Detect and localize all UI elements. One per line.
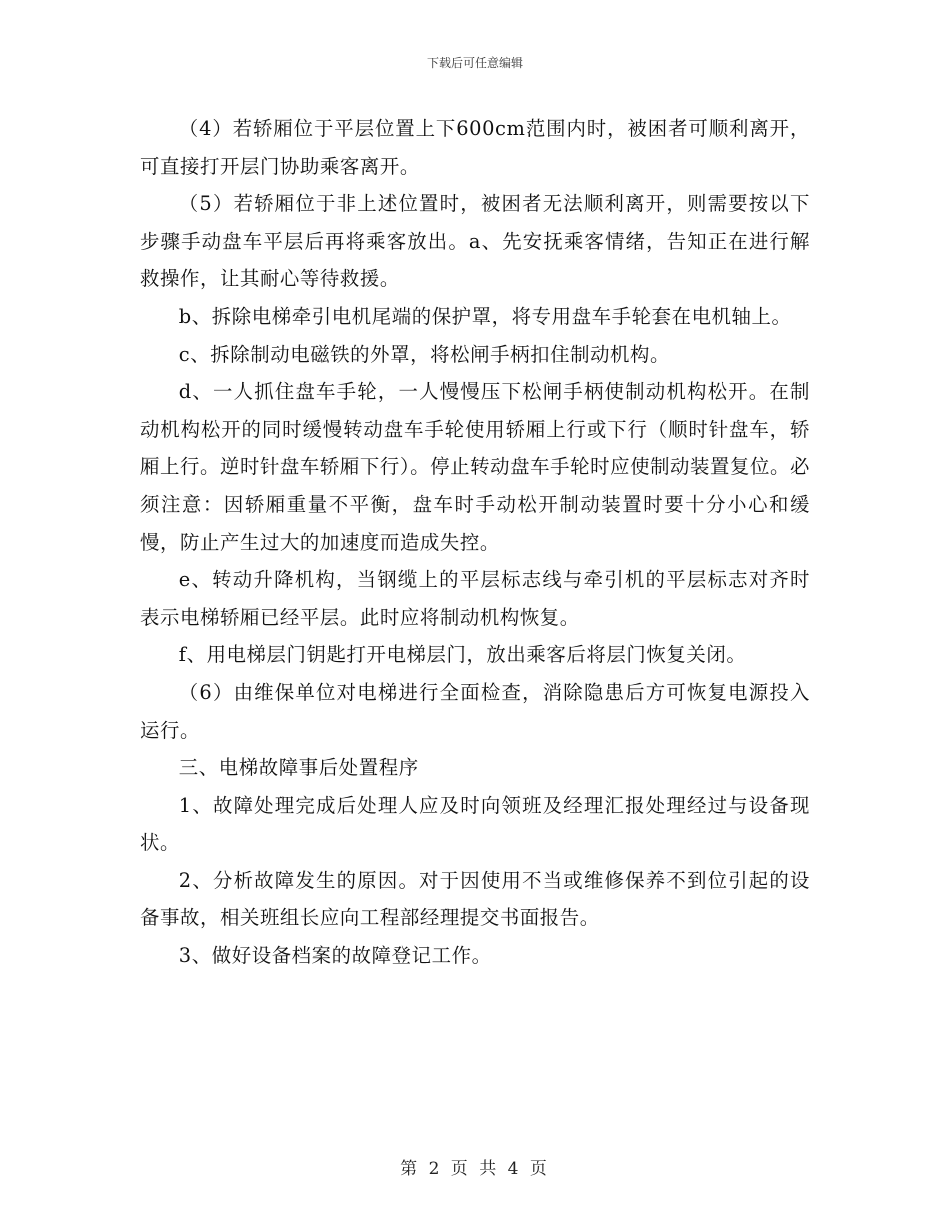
paragraph-step-f: f、用电梯层门钥匙打开电梯层门，放出乘客后将层门恢复关闭。 — [178, 643, 747, 667]
paragraph-step-b: b、拆除电梯牵引电机尾端的保护罩，将专用盘车手轮套在电机轴上。 — [178, 304, 792, 328]
paragraph-item-3: 3、做好设备档案的故障登记工作。 — [178, 944, 492, 968]
document-body — [140, 110, 810, 975]
paragraph-item-1: 1、故障处理完成后处理人应及时向领班及经理汇报处理经过与设备现状。 — [140, 793, 810, 855]
paragraph-item-2: 2、分析故障发生的原因。对于因使用不当或维修保养不到位引起的设备事故，相关班组长应向工程部经理提交书面报告。 — [140, 868, 810, 930]
paragraph-step-d: d、一人抓住盘车手轮，一人慢慢压下松闸手柄使制动机构松开。在制动机构松开的同时缓慢转动盘车手轮使用轿厢上行或下行（顺时针盘车，轿厢上行。逆时针盘车轿厢下行）。停止转动盘车手轮时应使制动装置复位。必须注意：因轿厢重量不平衡，盘车时手动松开制动装置时要十分小心和缓慢，防止产生过大的加速度而造成失控。 — [140, 380, 810, 554]
paragraph-step-5: （5）若轿厢位于非上述位置时，被困者无法顺利离开，则需要按以下步骤手动盘车平层后再将乘客放出。a、先安抚乘客情绪，告知正在进行解救操作，让其耐心等待救援。 — [140, 192, 810, 291]
paragraph-step-e: e、转动升降机构，当钢缆上的平层标志线与牵引机的平层标志对齐时表示电梯轿厢已经平层。此时应将制动机构恢复。 — [140, 568, 810, 629]
section-heading: 三、电梯故障事后处置程序 — [178, 756, 419, 780]
header-note: 下载后可任意编辑 — [426, 56, 523, 70]
page-number: 第 2 页 共 4 页 — [400, 1159, 550, 1179]
paragraph-step-c: c、拆除制动电磁铁的外罩，将松闸手柄扣住制动机构。 — [178, 342, 671, 366]
paragraph-step-4: （4）若轿厢位于平层位置上下600cm范围内时，被困者可顺利离开，可直接打开层门协助乘客离开。 — [140, 117, 810, 178]
paragraph-step-6: （6）由维保单位对电梯进行全面检查，消除隐患后方可恢复电源投入运行。 — [140, 680, 810, 742]
